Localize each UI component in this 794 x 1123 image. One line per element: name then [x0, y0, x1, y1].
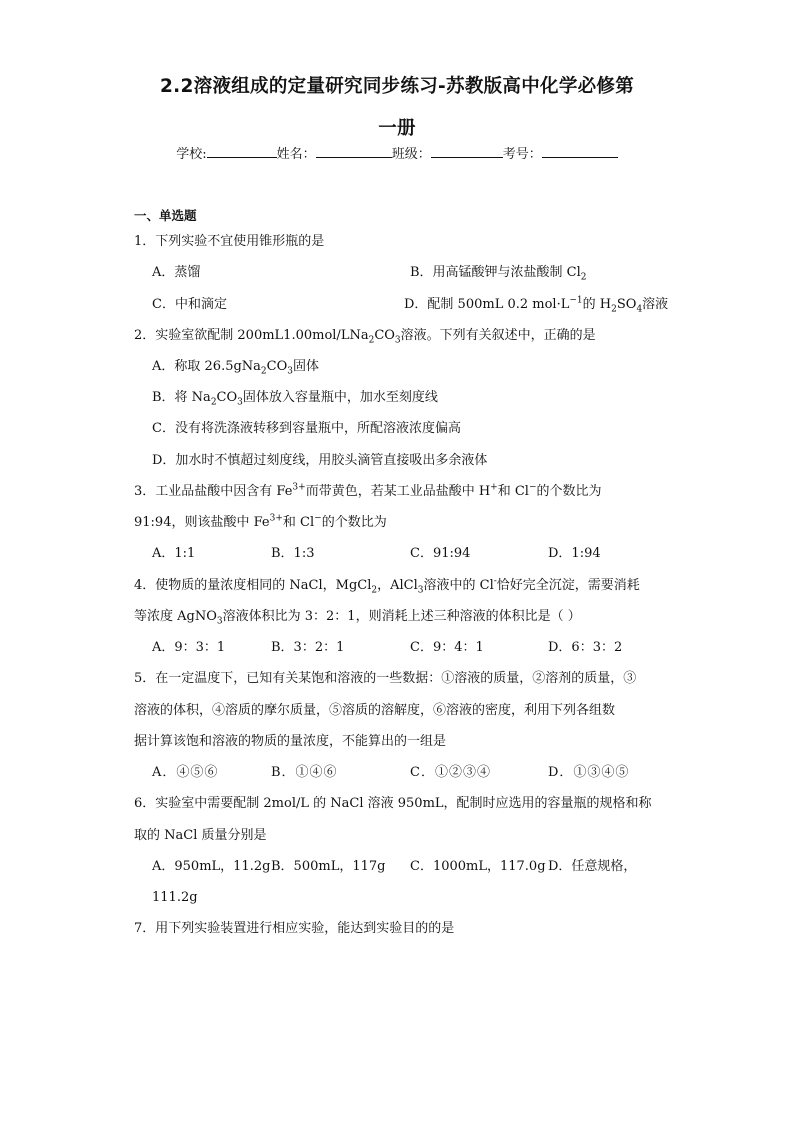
q6-option-a: A．950mL，11.2g [152, 859, 271, 874]
question-7-stem: 7．用下列实验装置进行相应实验，能达到实验目的的是 [134, 921, 455, 936]
number-blank[interactable] [542, 143, 618, 158]
q4-option-a: A．9：3：1 [152, 640, 226, 655]
document-title [120, 66, 674, 150]
question-4-stem-line-1: 4．使物质的量浓度相同的 NaCl，MgCl$_2$，AlCl$_3$溶液中的 Cl-恰好完全沉淀，需要消耗 [134, 576, 640, 596]
q1-option-b: B．用高锰酸钾与浓盐酸制 $Cl_2$ [410, 265, 587, 283]
q3-option-c: C．91:94 [410, 546, 471, 561]
q5-option-c: C．①②③④ [410, 765, 491, 780]
name-label: 姓名： [276, 147, 316, 162]
q2-option-c: C．没有将洗涤液转移到容量瓶中，所配溶液浓度偏高 [152, 421, 461, 436]
q6-option-b: B．500mL，117g [271, 859, 386, 874]
question-5-stem-line-2: 溶液的体积，④溶质的摩尔质量，⑤溶质的溶解度，⑥溶液的密度，利用下列各组数 [134, 703, 616, 718]
name-blank[interactable] [316, 143, 392, 158]
q2-option-d: D．加水时不慎超过刻度线，用胶头滴管直接吸出多余液体 [152, 453, 488, 468]
question-6-stem-line-1: 6．实验室中需要配制 2mol/L 的 NaCl 溶液 950mL，配制时应选用的容量瓶的规格和称 [134, 796, 652, 811]
title-line-2: 一册 [378, 118, 416, 139]
question-4-stem-line-2: 等浓度 AgNO$_3$溶液体积比为 3：2：1，则消耗上述三种溶液的体积比是（ ） [134, 609, 581, 627]
title-line-1: 2.2溶液组成的定量研究同步练习-苏教版高中化学必修第 [159, 76, 635, 97]
q6-option-d-continued: 111.2g [152, 890, 198, 905]
q4-option-b: B．3：2：1 [271, 640, 345, 655]
student-info-line [0, 143, 794, 165]
q5-option-a: A．④⑤⑥ [152, 765, 219, 780]
q1-option-c: C．中和滴定 [152, 297, 227, 312]
q2-option-b: B．将 $Na_2CO_3$固体放入容量瓶中，加水至刻度线 [152, 390, 438, 408]
q3-option-d: D．1:94 [548, 546, 601, 561]
number-label: 考号： [502, 147, 542, 162]
class-blank[interactable] [431, 143, 503, 158]
question-2-stem: 2．实验室欲配制 $200mL1.00mol/LNa_2CO_3$溶液。下列有关叙述中，正确的是 [134, 328, 596, 346]
q1-option-d: D．配制 500mL 0.2 $mol\cdot L^{-1}$的 $H_2SO_4$溶液 [404, 295, 669, 315]
q4-option-c: C．9：4：1 [410, 640, 484, 655]
question-6-stem-line-2: 取的 NaCl 质量分别是 [134, 828, 267, 843]
question-3-stem-line-1: 3．工业品盐酸中因含有 $Fe^{3+}$而带黄色，若某工业品盐酸中 H+和 Cl−的个数比为 [134, 482, 602, 499]
q6-option-d: D．任意规格， [548, 859, 637, 874]
q5-option-b: B．①④⑥ [271, 765, 338, 780]
question-5-stem-line-1: 5．在一定温度下，已知有关某饱和溶液的一些数据：①溶液的质量，②溶剂的质量，③ [134, 671, 637, 686]
school-blank[interactable] [207, 143, 277, 158]
q3-option-b: B．1:3 [271, 546, 315, 561]
q6-option-c: C．1000mL，117.0g [410, 859, 546, 874]
q1-option-a: A．蒸馏 [152, 265, 201, 280]
q3-option-a: A．1:1 [152, 546, 196, 561]
question-5-stem-line-3: 据计算该饱和溶液的物质的量浓度，不能算出的一组是 [134, 734, 447, 749]
school-label: 学校: [176, 147, 207, 162]
q2-option-a: A．称取 $26.5gNa_2CO_3$固体 [152, 359, 320, 377]
q5-option-d: D．①③④⑤ [548, 765, 630, 780]
question-1-stem: 1．下列实验不宜使用锥形瓶的是 [134, 234, 325, 249]
question-3-stem-line-2: 91:94，则该盐酸中 $Fe^{3+}$和 Cl−的个数比为 [134, 513, 387, 530]
class-label: 班级： [391, 147, 431, 162]
q4-option-d: D．6：3：2 [548, 640, 623, 655]
section-heading: 一、单选题 [134, 208, 197, 223]
